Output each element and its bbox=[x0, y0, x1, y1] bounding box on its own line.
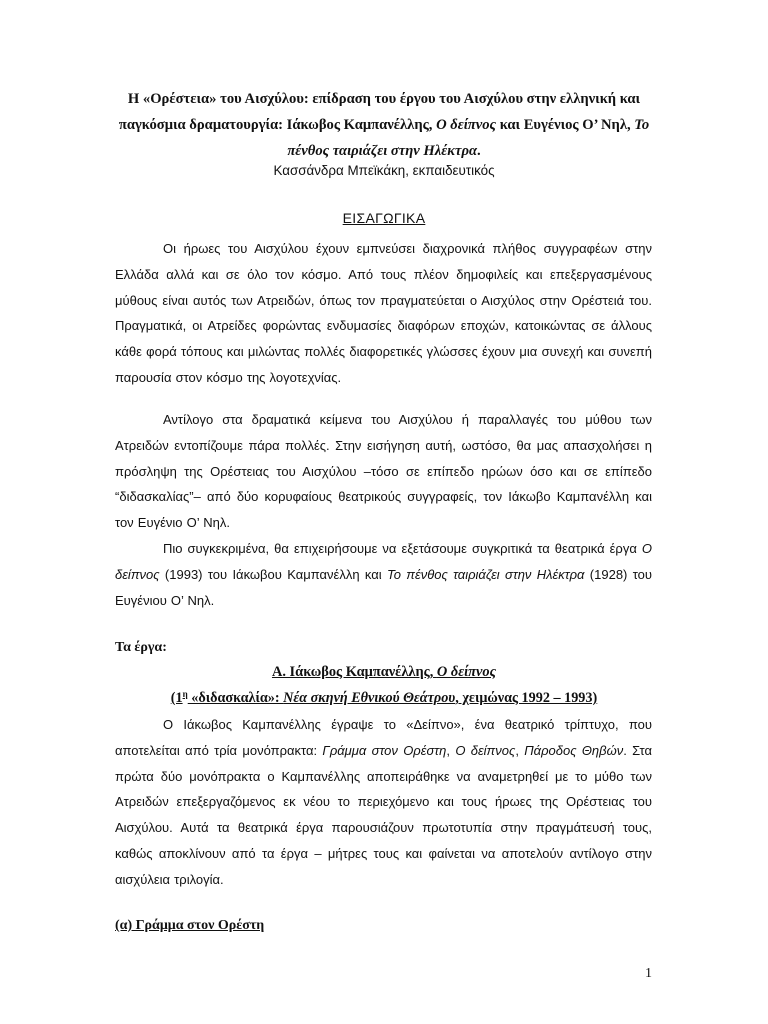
p3-text-b: (1993) του Ιάκωβου Καμπανέλλη και bbox=[159, 566, 387, 582]
sub-b-mid: «διδασκαλία»: bbox=[187, 690, 284, 706]
section-heading-intro: ΕΙΣΑΓΩΓΙΚΑ bbox=[342, 210, 426, 226]
works-label: Τα έργα: bbox=[115, 640, 167, 655]
p4-work-1: Γράμμα στον Ορέστη bbox=[322, 742, 447, 758]
paragraph-intro-1: Οι ήρωες του Αισχύλου έχουν εμπνεύσει διαχρονικά πλήθος συγγραφέων στην Ελλάδα αλλά και σε όλο τον κόσμο. Από τους πλέον δημοφιλείς και επεξεργασμένους μύθους είναι αυτός των Ατρειδών, όπως τον πραγματεύεται ο Αισχύλος στην Ορέστειά του. Πραγματικά, οι Ατρείδες φορώντας ενδυμασίες διαφόρων εποχών, κατοικώντας σε άλλους κάθε φορά τόπους και μιλώντας πολλές διαφορετικές γλώσσες έχουν μια συνεχή και συνεπή παρουσία στον κόσμο της λογοτεχνίας. bbox=[115, 241, 652, 385]
sub-b-open: (1 bbox=[170, 690, 183, 706]
paragraph-intro-3 bbox=[115, 536, 652, 613]
author-line: Κασσάνδρα Μπεϊκάκη, εκπαιδευτικός bbox=[273, 163, 495, 178]
p4-text-a: Ο Ιάκωβος Καμπανέλλης έγραψε το «Δείπνο», ένα θεατρικό τρίπτυχο, που αποτελείται από τρία μονόπρακτα: bbox=[115, 717, 652, 758]
p4-sep-2: , bbox=[515, 742, 525, 758]
title-work-electra: Το πένθος ταιριάζει στην Ηλέκτρα bbox=[287, 117, 650, 159]
title-end: . bbox=[477, 143, 481, 159]
p4-work-2: Ο δείπνος bbox=[455, 742, 516, 758]
title-text-2: και Ευγένιος Ο’ Νηλ, bbox=[496, 117, 635, 133]
sub-b-italic: Νέα σκηνή Εθνικού Θεάτρου bbox=[283, 690, 456, 706]
p4-work-3: Πάροδος Θηβών bbox=[524, 742, 624, 758]
title-text: Η «Ορέστεια» του Αισχύλου: επίδραση του έργου του Αισχύλου στην ελληνική και παγκόσμια δραματουργία: Ιάκωβος Καμπανέλλης, bbox=[118, 91, 641, 133]
p3-work-electra: Το πένθος ταιριάζει στην Ηλέκτρα bbox=[386, 566, 585, 582]
page-number: 1 bbox=[645, 966, 652, 981]
p4-text-b: . Στα πρώτα δύο μονόπρακτα ο Καμπανέλλης αποπειράθηκε να αναμετρηθεί με το μύθο των Ατρειδών επεξεργαζόμενος εκ νέου το περιεχόμενο και τους ήρωες της Ορέστειας του Αισχύλου. Αυτά τα θεατρικά έργα παρουσιάζουν πρωτοτυπία στην πραγμάτευσή τους, καθώς αποκλίνουν από τα έργα – μήτρες τους και φαίνεται να αποτελούν αντίλογο στην αισχύλεια τριλογία. bbox=[115, 742, 652, 887]
subsection-heading-letter: (α) Γράμμα στον Ορέστη bbox=[115, 918, 265, 933]
p4-sep-1: , bbox=[446, 742, 456, 758]
document-title bbox=[100, 86, 668, 164]
p3-work-dinner: Ο δείπνος bbox=[115, 541, 652, 582]
subheading-kampanellis bbox=[100, 664, 668, 681]
subheading-first-staging bbox=[100, 689, 668, 707]
paragraph-intro-2: Αντίλογο στα δραματικά κείμενα του Αισχύλου ή παραλλαγές του μύθου των Ατρειδών εντοπίζουμε πάρα πολλές. Στην εισήγηση αυτή, ωστόσο, θα μας απασχολήσει η πρόσληψη της Ορέστειας του Αισχύλου –τόσο σε επίπεδο ηρώων όσο και σε επίπεδο “διδασκαλίας”– από δύο κορυφαίους θεατρικούς συγγραφείς, τον Ιάκωβο Καμπανέλλη και τον Ευγένιο Ο’ Νηλ. bbox=[115, 412, 652, 531]
title-work-dinner: Ο δείπνος bbox=[436, 117, 497, 133]
p3-text-a: Πιο συγκεκριμένα, θα επιχειρήσουμε να εξετάσουμε συγκριτικά τα θεατρικά έργα bbox=[163, 541, 642, 556]
subheading-a-work: Ο δείπνος bbox=[436, 664, 497, 680]
p3-text-c: (1928) του Ευγένιου Ο’ Νηλ. bbox=[115, 566, 653, 608]
sub-b-sup: η bbox=[182, 689, 188, 699]
subheading-a-prefix: Α. Ιάκωβος Καμπανέλλης, bbox=[271, 664, 437, 680]
sub-b-end: , χειμώνας 1992 – 1993) bbox=[455, 690, 598, 706]
paragraph-works-1 bbox=[115, 712, 652, 893]
